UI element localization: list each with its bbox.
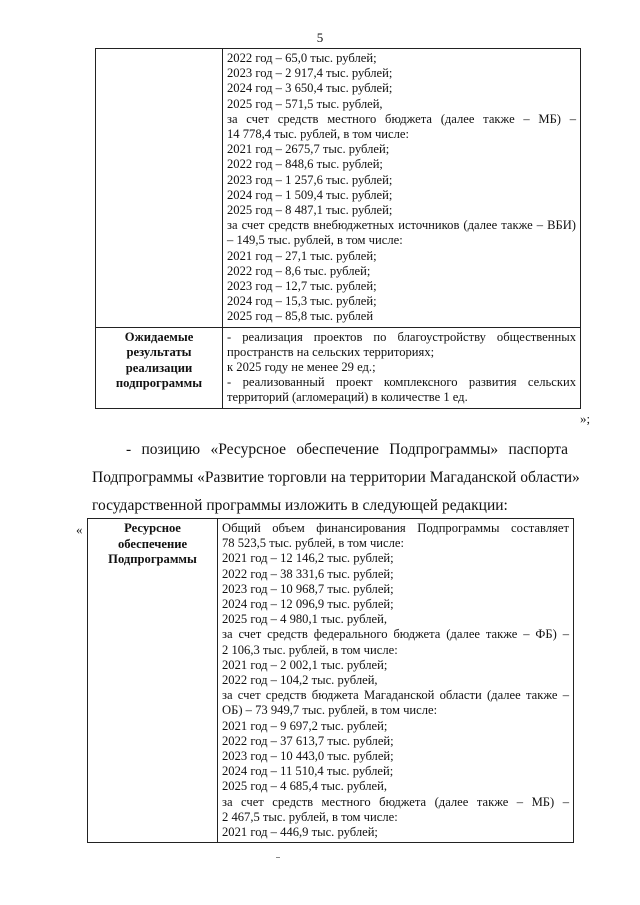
funding-cell <box>223 49 581 328</box>
vbi-heading-line: за счет средств внебюджетных источников (далее также – ВБИ) <box>227 218 576 233</box>
list-item: 2025 год – 85,8 тыс. рублей <box>227 309 374 324</box>
resource-table <box>87 518 574 843</box>
paragraph-line: Подпрограммы «Развитие торговли на территории Магаданской области» <box>92 469 580 486</box>
list-item: 2023 год – 10 443,0 тыс. рублей; <box>222 749 394 764</box>
result-line: - реализация проектов по благоустройству общественных <box>227 329 576 344</box>
opening-quote-mark: « <box>76 522 83 537</box>
result-line: к 2025 году не менее 29 ед.; <box>227 360 376 375</box>
list-item: 2024 год – 15,3 тыс. рублей; <box>227 294 377 309</box>
list-item: 2024 год – 3 650,4 тыс. рублей; <box>227 81 393 96</box>
paragraph-line: государственной программы изложить в следующей редакции: <box>92 497 508 514</box>
table-row <box>96 327 581 408</box>
list-item: 2022 год – 8,6 тыс. рублей; <box>227 263 371 278</box>
closing-quote-mark: »; <box>580 411 591 426</box>
ob-heading-line: за счет средств бюджета Магаданской области (далее также – <box>222 688 569 703</box>
mb-total-line: 2 467,5 тыс. рублей, в том числе: <box>222 809 398 824</box>
result-line: пространств на сельских территориях; <box>227 344 435 359</box>
list-item: 2023 год – 12,7 тыс. рублей; <box>227 279 377 294</box>
list-item: 2023 год – 10 968,7 тыс. рублей; <box>222 581 394 596</box>
list-item: 2025 год – 4 685,4 тыс. рублей, <box>222 779 388 794</box>
empty-label-cell <box>96 49 223 328</box>
list-item: 2021 год – 2675,7 тыс. рублей; <box>227 142 390 157</box>
result-line: - реализованный проект комплексного развития сельских <box>227 375 576 390</box>
funding-table-continuation <box>95 48 581 409</box>
resource-cell <box>218 519 574 843</box>
list-item: 2023 год – 1 257,6 тыс. рублей; <box>227 172 393 187</box>
list-item: 2021 год – 2 002,1 тыс. рублей; <box>222 657 388 672</box>
list-item: 2022 год – 37 613,7 тыс. рублей; <box>222 733 394 748</box>
list-item: 2025 год – 4 980,1 тыс. рублей, <box>222 612 388 627</box>
list-item: 2022 год – 65,0 тыс. рублей; <box>227 51 377 65</box>
mb-heading-line: за счет средств местного бюджета (далее также – МБ) – <box>222 794 569 809</box>
result-line: территорий (агломераций) в количестве 1 ед. <box>227 390 468 405</box>
list-item: 2022 год – 104,2 тыс. рублей, <box>222 673 378 688</box>
list-item: 2025 год – 8 487,1 тыс. рублей; <box>227 203 393 218</box>
mb-heading-line: за счет средств местного бюджета (далее также – МБ) – <box>227 111 576 126</box>
list-item: 2022 год – 38 331,6 тыс. рублей; <box>222 566 394 581</box>
list-item: 2024 год – 1 509,4 тыс. рублей; <box>227 187 393 202</box>
list-item: 2025 год – 571,5 тыс. рублей, <box>227 96 383 111</box>
list-item: 2022 год – 848,6 тыс. рублей; <box>227 157 383 172</box>
body-paragraph <box>92 436 580 520</box>
mb-total-line: 14 778,4 тыс. рублей, в том числе: <box>227 127 409 142</box>
ob-total-line: ОБ) – 73 949,7 тыс. рублей, в том числе: <box>222 703 438 718</box>
fb-total-line: 2 106,3 тыс. рублей, в том числе: <box>222 642 398 657</box>
resource-label-cell <box>88 519 218 843</box>
fb-heading-line: за счет средств федерального бюджета (далее также – ФБ) – <box>222 627 569 642</box>
list-item: 2021 год – 27,1 тыс. рублей; <box>227 248 377 263</box>
list-item: 2021 год – 9 697,2 тыс. рублей; <box>222 718 388 733</box>
results-label: Ожидаемые результаты реализации подпрограммы <box>115 329 203 391</box>
results-label-cell <box>96 327 223 408</box>
results-cell <box>223 327 581 408</box>
paragraph-line: - позицию «Ресурсное обеспечение Подпрограммы» паспорта <box>126 441 568 458</box>
list-item: 2023 год – 2 917,4 тыс. рублей; <box>227 66 393 81</box>
list-item: 2021 год – 12 146,2 тыс. рублей; <box>222 551 394 566</box>
resource-label: Ресурсное обеспечение Подпрограммы <box>108 521 197 566</box>
table-row <box>88 519 574 843</box>
scan-mark <box>276 857 280 858</box>
list-item: 2024 год – 11 510,4 тыс. рублей; <box>222 764 394 779</box>
total-amount-line: 78 523,5 тыс. рублей, в том числе: <box>222 536 404 551</box>
table-row <box>96 49 581 328</box>
total-heading-line: Общий объем финансирования Подпрограммы составляет <box>222 521 569 535</box>
list-item: 2021 год – 446,9 тыс. рублей; <box>222 825 378 840</box>
page-number: 5 <box>316 30 324 45</box>
list-item: 2024 год – 12 096,9 тыс. рублей; <box>222 597 394 612</box>
vbi-total-line: – 149,5 тыс. рублей, в том числе: <box>227 233 403 248</box>
